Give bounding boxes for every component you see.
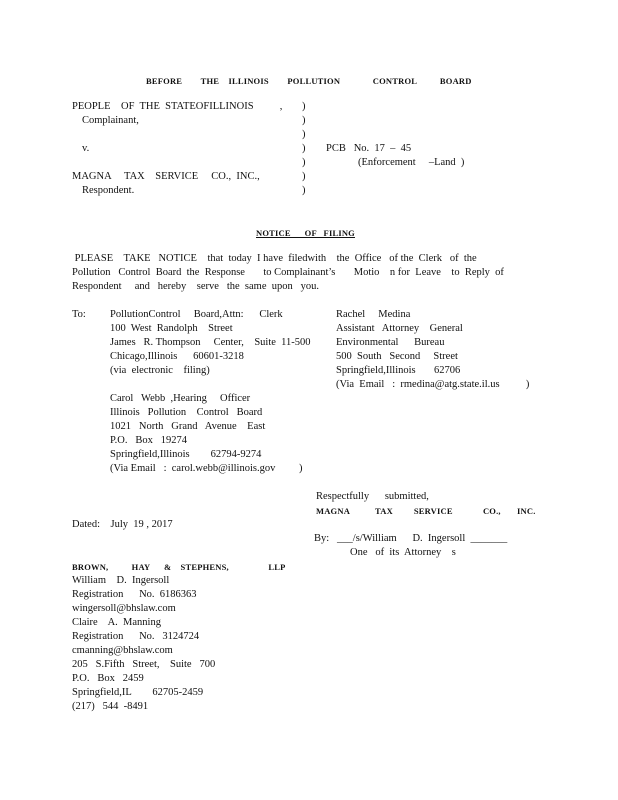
recipient-line: 1021 North Grand Avenue East [110,421,266,432]
firm-line: P.O. Box 2459 [72,673,144,684]
recipient-line: Rachel Medina [336,309,411,320]
recipient-line: 500 South Second Street [336,351,458,362]
recipient-line: (via electronic filing) [110,365,210,376]
recipient-line: Carol Webb ,Hearing Officer [110,393,251,404]
firm-email: cmanning@bhslaw.com [72,645,173,656]
recipient-line: Springfield,Illinois 62706 [336,365,461,376]
notice-body-line: PLEASE TAKE NOTICE that today I have filedwith the Office of the Clerk of the [72,253,477,264]
case-number: PCB No. 17 – 45 [326,143,412,154]
caption-paren: ) [302,115,306,126]
caption-paren: ) [302,129,306,140]
caption-paren: ) [302,171,306,182]
respondent-role: Respondent. [82,185,135,196]
notice-title: NOTICE OF FILING [256,228,355,238]
firm-line: Registration No. 6186363 [72,589,197,600]
caption-paren: ) [302,157,306,168]
notice-body-line: Pollution Control Board the Response to Complainant’s Motio n for Leave to Reply of [72,267,504,278]
firm-line: William D. Ingersoll [72,575,170,586]
court-heading: BEFORE THE ILLINOIS POLLUTION CONTROL BOARD [146,76,472,86]
firm-line: Registration No. 3124724 [72,631,200,642]
to-label: To: [72,309,86,320]
versus: v. [82,143,90,154]
party-respondent: MAGNA TAX SERVICE CO., INC., [72,171,260,182]
recipient-line: Assistant Attorney General [336,323,463,334]
party-complainant: PEOPLE OF THE STATEOFILLINOIS , [72,101,283,112]
recipient-line: P.O. Box 19274 [110,435,188,446]
complainant-role: Complainant, [82,115,139,126]
recipient-line: Environmental Bureau [336,337,445,348]
recipient-line: Springfield,Illinois 62794-9274 [110,449,262,460]
firm-phone: (217) 544 -8491 [72,701,149,712]
recipient-email: (Via Email : carol.webb@illinois.gov ) [110,463,303,474]
caption-paren: ) [302,101,306,112]
attorney-designation: One of its Attorney s [350,547,456,558]
signing-party: MAGNA TAX SERVICE CO., INC. [316,506,536,516]
recipient-line: 100 West Randolph Street [110,323,233,334]
caption-paren: ) [302,185,306,196]
caption-paren: ) [302,143,306,154]
firm-line: Claire A. Manning [72,617,161,628]
notice-body-line: Respondent and hereby serve the same upon you. [72,281,319,292]
recipient-line: Illinois Pollution Control Board [110,407,263,418]
firm-name: BROWN, HAY & STEPHENS, LLP [72,562,286,572]
recipient-line: James R. Thompson Center, Suite 11-500 [110,337,311,348]
signature-line: By: ___/s/William D. Ingersoll _______ [314,533,508,544]
firm-line: 205 S.Fifth Street, Suite 700 [72,659,216,670]
firm-line: Springfield,IL 62705-2459 [72,687,204,698]
recipient-line: PollutionControl Board,Attn: Clerk [110,309,283,320]
dated-line: Dated: July 19 , 2017 [72,519,173,530]
firm-email: wingersoll@bhslaw.com [72,603,176,614]
recipient-line: Chicago,Illinois 60601-3218 [110,351,244,362]
case-type: (Enforcement –Land ) [358,157,465,168]
recipient-email: (Via Email : rmedina@atg.state.il.us ) [336,379,530,390]
respectfully-submitted: Respectfully submitted, [316,491,429,502]
